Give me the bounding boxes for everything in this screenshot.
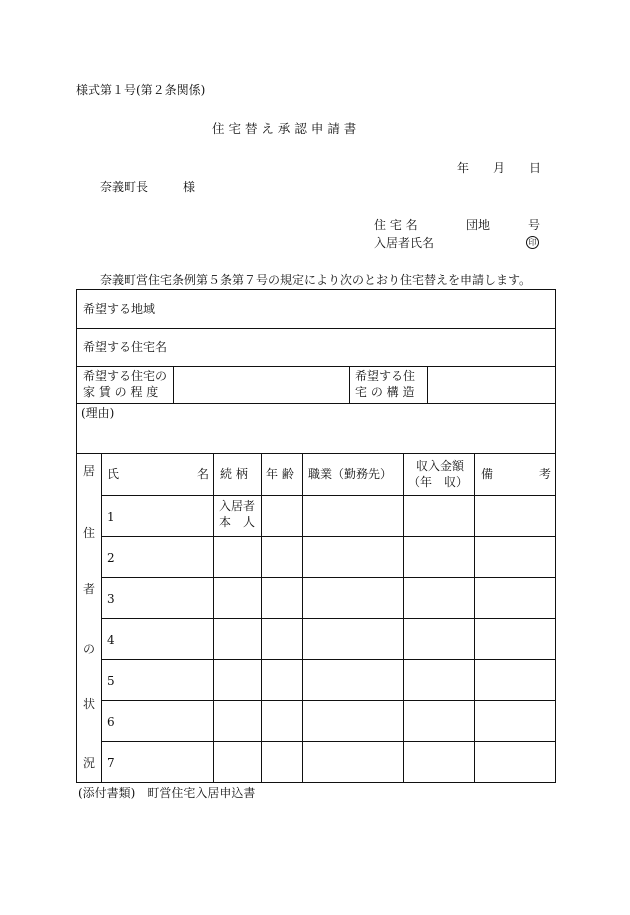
header-remarks-2: 考 bbox=[539, 467, 552, 481]
row-number: 7 bbox=[107, 756, 115, 770]
document-title: 住 宅 替 え 承 認 申 請 書 bbox=[212, 121, 357, 136]
application-table bbox=[76, 289, 556, 783]
desired-area-label: 希望する地域 bbox=[83, 302, 156, 316]
side-label-char: の bbox=[83, 642, 96, 656]
side-label-char: 況 bbox=[83, 756, 96, 770]
reason-label: (理由) bbox=[81, 406, 115, 420]
header-income-2: （年 収） bbox=[408, 475, 469, 489]
form-number: 様式第１号(第２条関係) bbox=[76, 83, 206, 97]
attachment-note: (添付書類) 町営住宅入居申込書 bbox=[78, 786, 256, 800]
side-label-char: 居 bbox=[83, 464, 96, 478]
number-unit-label: 号 bbox=[528, 218, 541, 232]
header-name-2: 名 bbox=[197, 467, 210, 481]
row-number: 3 bbox=[107, 592, 115, 606]
header-occupation: 職業（勤務先） bbox=[308, 467, 393, 481]
side-label-char: 者 bbox=[83, 582, 96, 596]
structure-label-line1: 希望する住 bbox=[355, 369, 416, 383]
seal-mark: 印 bbox=[526, 236, 539, 249]
first-relation-line2: 本 人 bbox=[219, 515, 256, 529]
date-year: 年 bbox=[457, 161, 470, 175]
recipient-honorific: 様 bbox=[183, 180, 196, 194]
side-label-char: 住 bbox=[83, 526, 96, 540]
row-number: 4 bbox=[107, 633, 115, 647]
header-remarks-1: 備 bbox=[481, 467, 494, 481]
rent-label-line2: 家 賃 の 程 度 bbox=[83, 385, 159, 399]
desired-housing-name-label: 希望する住宅名 bbox=[83, 340, 168, 354]
structure-label-line2: 宅 の 構 造 bbox=[355, 385, 415, 399]
first-relation-line1: 入居者 bbox=[219, 499, 256, 513]
row-number: 1 bbox=[107, 510, 115, 524]
recipient-name: 奈義町長 bbox=[100, 180, 149, 194]
resident-name-label: 入居者氏名 bbox=[374, 236, 435, 250]
housing-name-label: 住 宅 名 bbox=[374, 218, 418, 232]
header-relation: 続 柄 bbox=[220, 467, 248, 481]
header-income-1: 収入金額 bbox=[416, 459, 465, 473]
header-age: 年 齢 bbox=[266, 467, 294, 481]
row-number: 2 bbox=[107, 551, 115, 565]
header-name-1: 氏 bbox=[107, 467, 120, 481]
housing-unit-label: 団地 bbox=[466, 218, 491, 232]
intro-text: 奈義町営住宅条例第５条第７号の規定により次のとおり住宅替えを申請します。 bbox=[100, 273, 532, 287]
row-number: 5 bbox=[107, 674, 115, 688]
rent-label-line1: 希望する住宅の bbox=[83, 369, 168, 383]
date-month: 月 bbox=[493, 161, 506, 175]
side-label-char: 状 bbox=[83, 697, 96, 711]
row-number: 6 bbox=[107, 715, 115, 729]
date-day: 日 bbox=[529, 161, 542, 175]
